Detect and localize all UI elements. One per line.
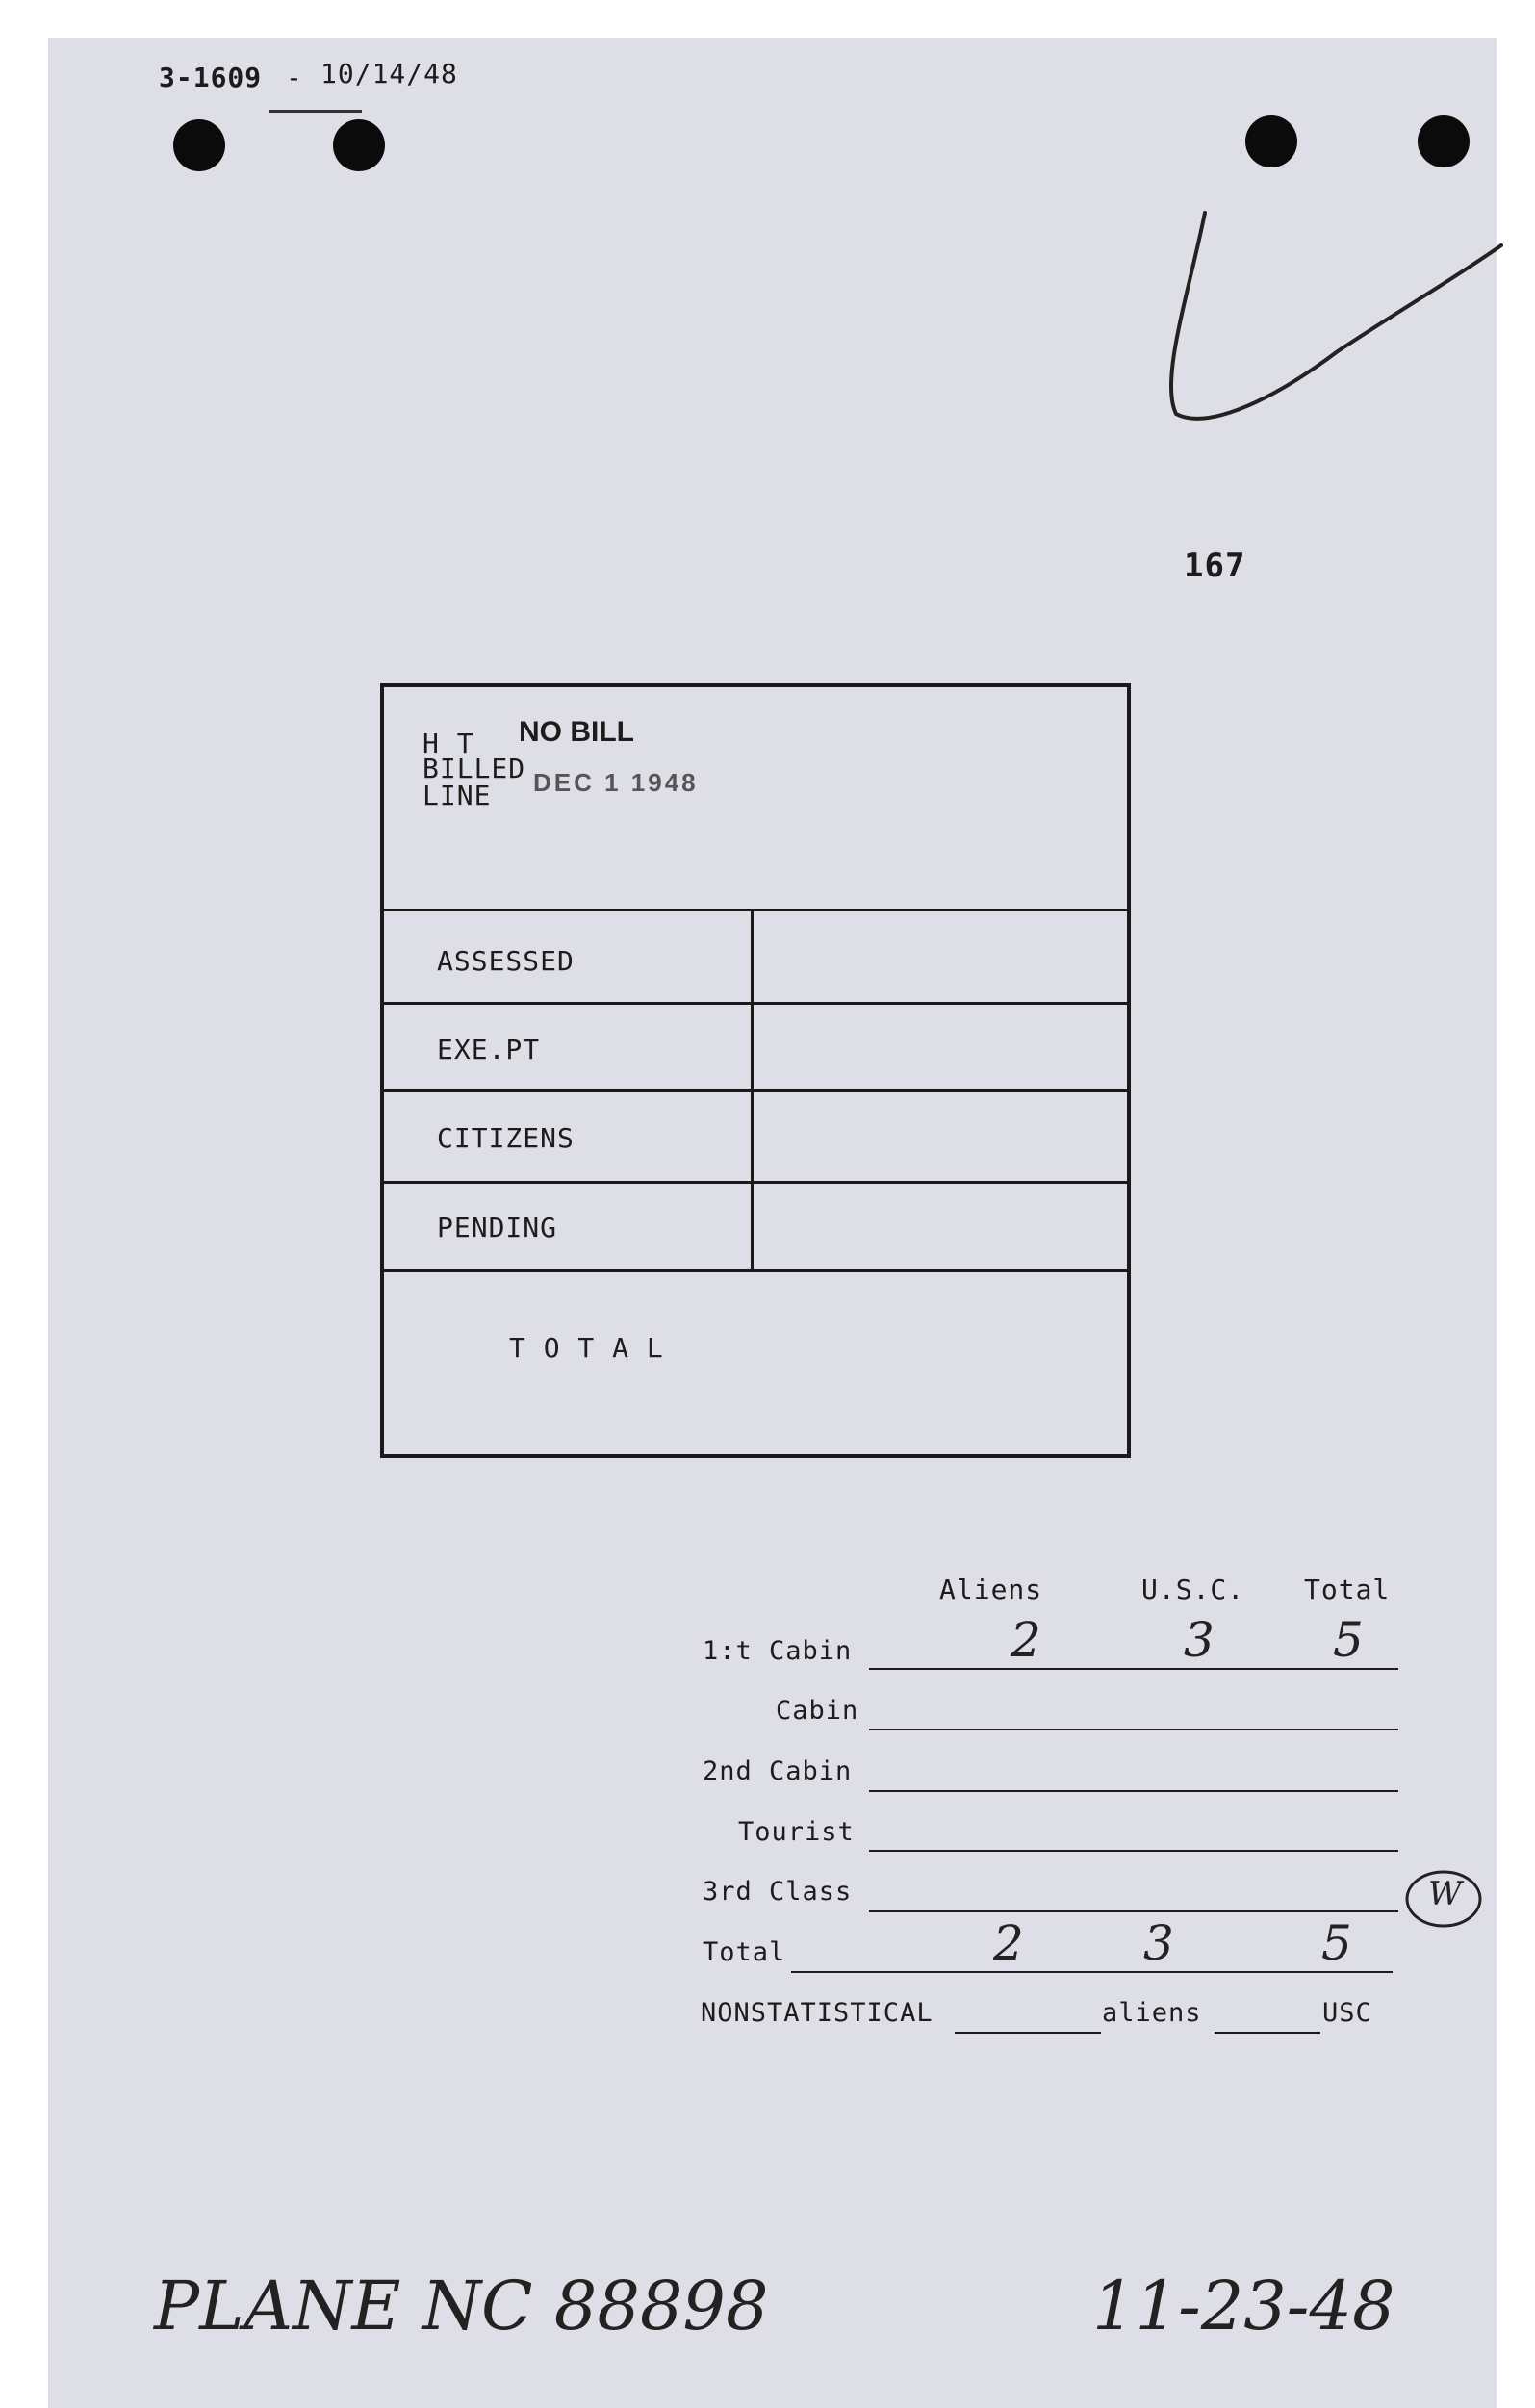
first-cabin-total: 5 — [1333, 1612, 1364, 1668]
form-number: 3-1609 — [159, 62, 263, 93]
box-column-divider — [751, 909, 754, 1272]
punch-hole-4 — [1418, 115, 1470, 167]
header-date: 10/14/48 — [320, 58, 458, 90]
total-usc: 3 — [1143, 1915, 1174, 1971]
nonstatistical-usc-line — [1215, 2032, 1320, 2034]
circled-note-text: W — [1428, 1875, 1462, 1913]
box-divider-3 — [384, 1181, 1127, 1184]
billing-box — [380, 683, 1131, 1458]
line-label: LINE — [422, 780, 492, 811]
row-line-tourist — [869, 1850, 1398, 1852]
exempt-label: EXE.PT — [437, 1034, 541, 1065]
row-label-total: Total — [703, 1937, 786, 1967]
first-cabin-usc: 3 — [1184, 1612, 1215, 1668]
punch-hole-1 — [173, 119, 225, 171]
col-header-usc: U.S.C. — [1141, 1574, 1245, 1605]
no-bill-stamp: NO BILL — [519, 716, 634, 748]
col-header-aliens: Aliens — [939, 1574, 1043, 1605]
assessed-label: ASSESSED — [437, 945, 575, 977]
total-label: T O T A L — [509, 1332, 664, 1364]
row-label-second-cabin: 2nd Cabin — [703, 1756, 853, 1786]
citizens-label: CITIZENS — [437, 1122, 575, 1154]
row-line-first-cabin — [869, 1668, 1398, 1670]
nonstatistical-aliens-label: aliens — [1102, 1998, 1202, 2028]
ht-label: H T — [422, 728, 474, 759]
punch-hole-2 — [333, 119, 385, 171]
check-mark-icon — [1145, 207, 1511, 438]
punch-hole-3 — [1245, 115, 1297, 167]
total-aliens: 2 — [993, 1915, 1024, 1971]
nonstatistical-label: NONSTATISTICAL — [701, 1998, 934, 2028]
total-total: 5 — [1321, 1915, 1352, 1971]
box-divider-4 — [384, 1269, 1127, 1272]
box-divider-1 — [384, 1002, 1127, 1005]
row-line-cabin — [869, 1729, 1398, 1730]
handwritten-plane-number: PLANE NC 88898 — [154, 2267, 769, 2345]
box-divider-top — [384, 909, 1127, 911]
first-cabin-aliens: 2 — [1011, 1612, 1041, 1668]
row-line-second-cabin — [869, 1790, 1398, 1792]
nonstatistical-usc-label: USC — [1322, 1998, 1372, 2028]
handwritten-date: 11-23-48 — [1092, 2267, 1395, 2345]
row-label-third-class: 3rd Class — [703, 1877, 853, 1907]
row-label-first-cabin: 1:t Cabin — [703, 1636, 853, 1666]
header-dash: - — [286, 62, 303, 93]
row-label-tourist: Tourist — [738, 1817, 855, 1847]
box-divider-2 — [384, 1089, 1127, 1092]
nonstatistical-aliens-line — [955, 2032, 1101, 2034]
col-header-total: Total — [1304, 1574, 1391, 1605]
row-line-total — [791, 1971, 1393, 1973]
billed-label: BILLED — [422, 753, 526, 784]
header-underline — [269, 110, 362, 113]
row-line-third-class — [869, 1910, 1398, 1912]
pending-label: PENDING — [437, 1212, 558, 1243]
date-stamp: DEC 1 1948 — [533, 768, 699, 797]
page-number: 167 — [1184, 547, 1246, 585]
row-label-cabin: Cabin — [776, 1696, 859, 1726]
